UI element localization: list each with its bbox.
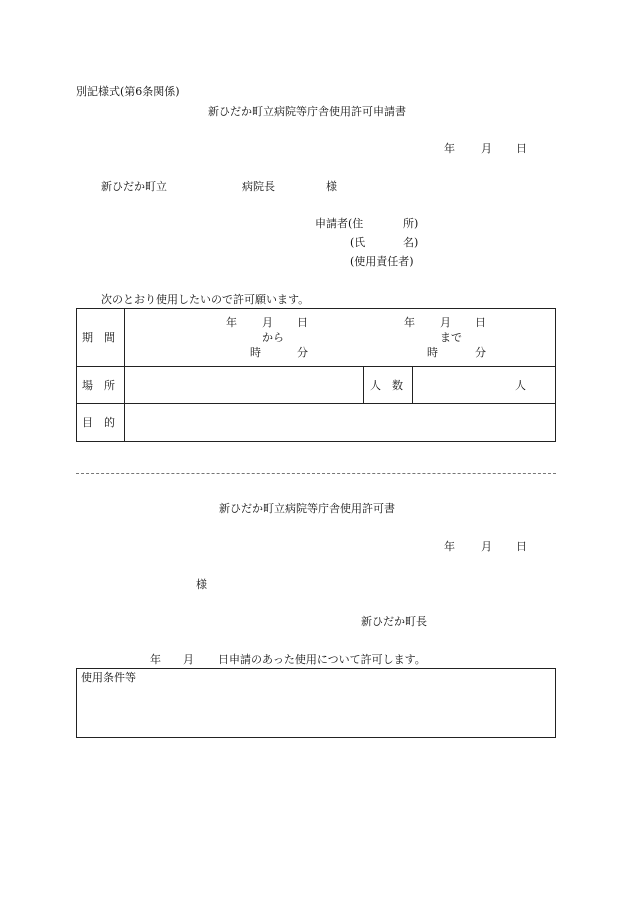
start-month: 月 xyxy=(262,316,273,329)
permit-date-year: 年 xyxy=(444,540,455,553)
table-divider-1 xyxy=(76,366,556,367)
cut-line xyxy=(76,473,556,474)
start-day: 日 xyxy=(297,316,308,329)
statement-text: 日申請のあった使用について許可します。 xyxy=(218,653,426,666)
conditions-box xyxy=(76,668,556,738)
headcount-unit: 人 xyxy=(515,379,526,392)
permit-title: 新ひだか町立病院等庁舎使用許可書 xyxy=(219,502,395,515)
application-title: 新ひだか町立病院等庁舎使用許可申請書 xyxy=(208,105,406,118)
start-hour: 時 xyxy=(250,346,261,359)
place-headcount-divider xyxy=(363,366,364,403)
until-word: まで xyxy=(440,331,462,344)
permit-date-day: 日 xyxy=(516,540,527,553)
purpose-label: 目 的 xyxy=(82,416,115,429)
form-reference: 別記様式(第6条関係) xyxy=(76,85,180,98)
date-day: 日 xyxy=(516,142,527,155)
applicant-name-end: 名) xyxy=(403,236,419,249)
responsible-person-label: (使用責任者) xyxy=(350,255,414,268)
start-minute: 分 xyxy=(297,346,308,359)
period-label: 期 間 xyxy=(82,331,115,344)
end-day: 日 xyxy=(475,316,486,329)
permit-date-month: 月 xyxy=(481,540,492,553)
addressee-town: 新ひだか町立 xyxy=(101,180,167,193)
label-column-divider xyxy=(124,308,125,442)
table-divider-2 xyxy=(76,403,556,404)
statement-month: 月 xyxy=(183,653,194,666)
conditions-label: 使用条件等 xyxy=(81,671,136,684)
applicant-name-label: (氏 xyxy=(350,236,366,249)
addressee-honorific: 様 xyxy=(326,180,337,193)
date-month: 月 xyxy=(481,142,492,155)
applicant-address-label: 申請者(住 xyxy=(315,217,364,230)
headcount-label: 人 数 xyxy=(370,379,403,392)
start-year: 年 xyxy=(226,316,237,329)
addressee-title: 病院長 xyxy=(242,180,275,193)
permit-honorific: 様 xyxy=(196,578,207,591)
permit-issuer: 新ひだか町長 xyxy=(361,615,427,628)
end-year: 年 xyxy=(404,316,415,329)
request-text: 次のとおり使用したいので許可願います。 xyxy=(101,293,310,306)
end-month: 月 xyxy=(440,316,451,329)
end-minute: 分 xyxy=(475,346,486,359)
date-year: 年 xyxy=(444,142,455,155)
headcount-value-divider xyxy=(412,366,413,403)
statement-year: 年 xyxy=(150,653,161,666)
place-label: 場 所 xyxy=(82,379,115,392)
from-word: から xyxy=(262,331,284,344)
applicant-address-end: 所) xyxy=(403,217,419,230)
end-hour: 時 xyxy=(427,346,438,359)
